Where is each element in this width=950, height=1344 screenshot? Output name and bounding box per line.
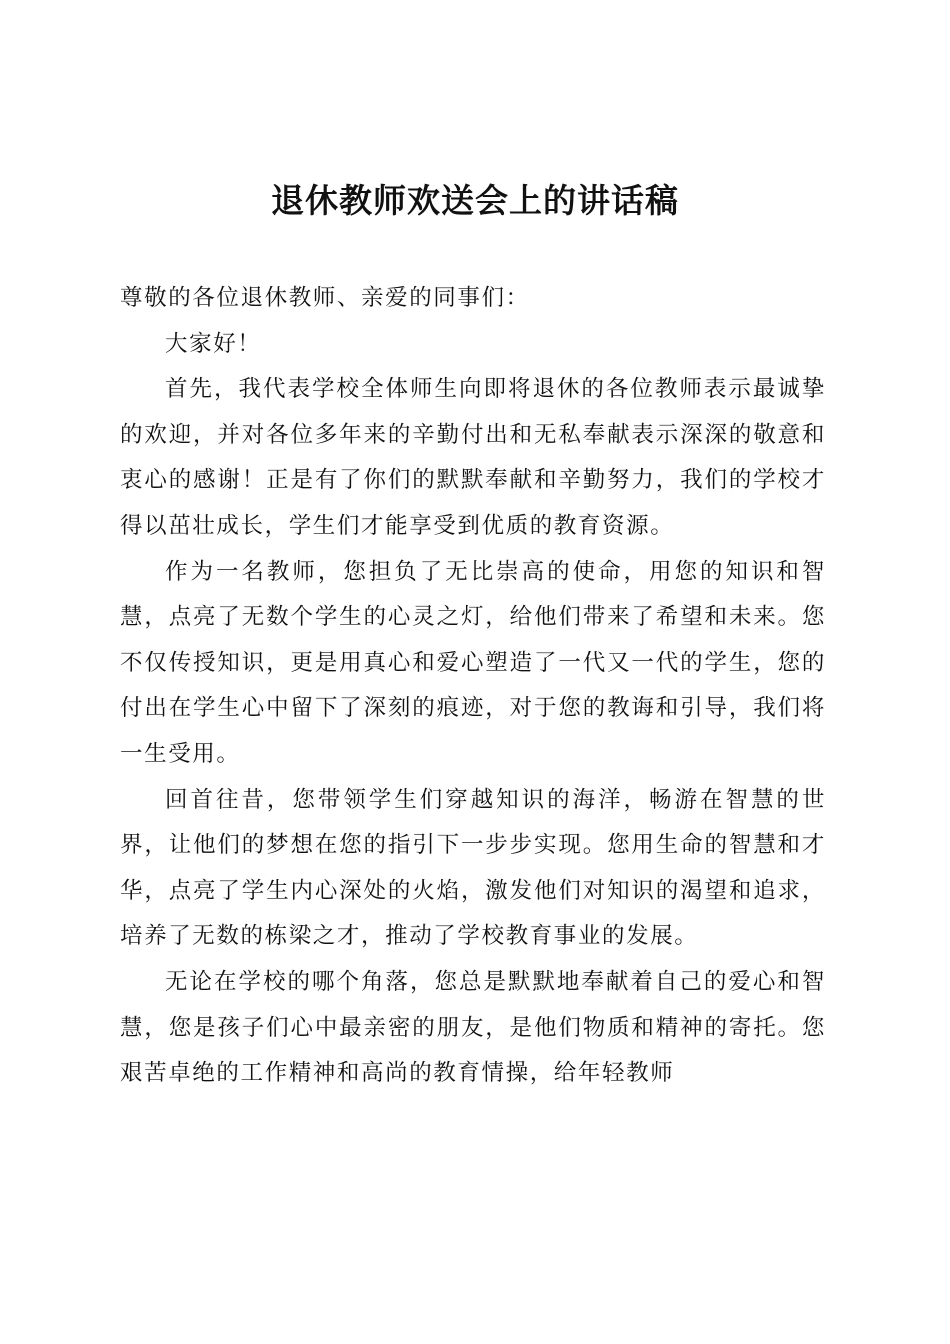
paragraph-greeting: 大家好！ — [165, 330, 262, 357]
paragraph-2: 作为一名教师，您担负了无比崇高的使命，用您的知识和智慧，点亮了无数个学生的心灵之灯，给他们带来了希望和未来。您不仅传授知识，更是用真心和爱心塑造了一代又一代的学生，您的付出在学生心中留下了深刻的痕迹，对于您的教诲和引导，我们将一生受用。 — [120, 558, 826, 767]
document-body — [120, 276, 826, 1097]
paragraph-4: 无论在学校的哪个角落，您总是默默地奉献着自己的爱心和智慧，您是孩子们心中最亲密的朋友，是他们物质和精神的寄托。您艰苦卓绝的工作精神和高尚的教育情操，给年轻教师 — [120, 968, 826, 1087]
paragraph-3: 回首往昔，您带领学生们穿越知识的海洋，畅游在智慧的世界，让他们的梦想在您的指引下一步步实现。您用生命的智慧和才华，点亮了学生内心深处的火焰，激发他们对知识的渴望和追求，培养了无数的栋梁之才，推动了学校教育事业的发展。 — [120, 786, 826, 950]
document-title: 退休教师欢送会上的讲话稿 — [271, 181, 679, 220]
paragraph-1: 首先，我代表学校全体师生向即将退休的各位教师表示最诚挚的欢迎，并对各位多年来的辛勤付出和无私奉献表示深深的敬意和衷心的感谢！正是有了你们的默默奉献和辛勤努力，我们的学校才得以茁壮成长，学生们才能享受到优质的教育资源。 — [120, 376, 826, 539]
salutation: 尊敬的各位退休教师、亲爱的同事们： — [120, 285, 530, 311]
